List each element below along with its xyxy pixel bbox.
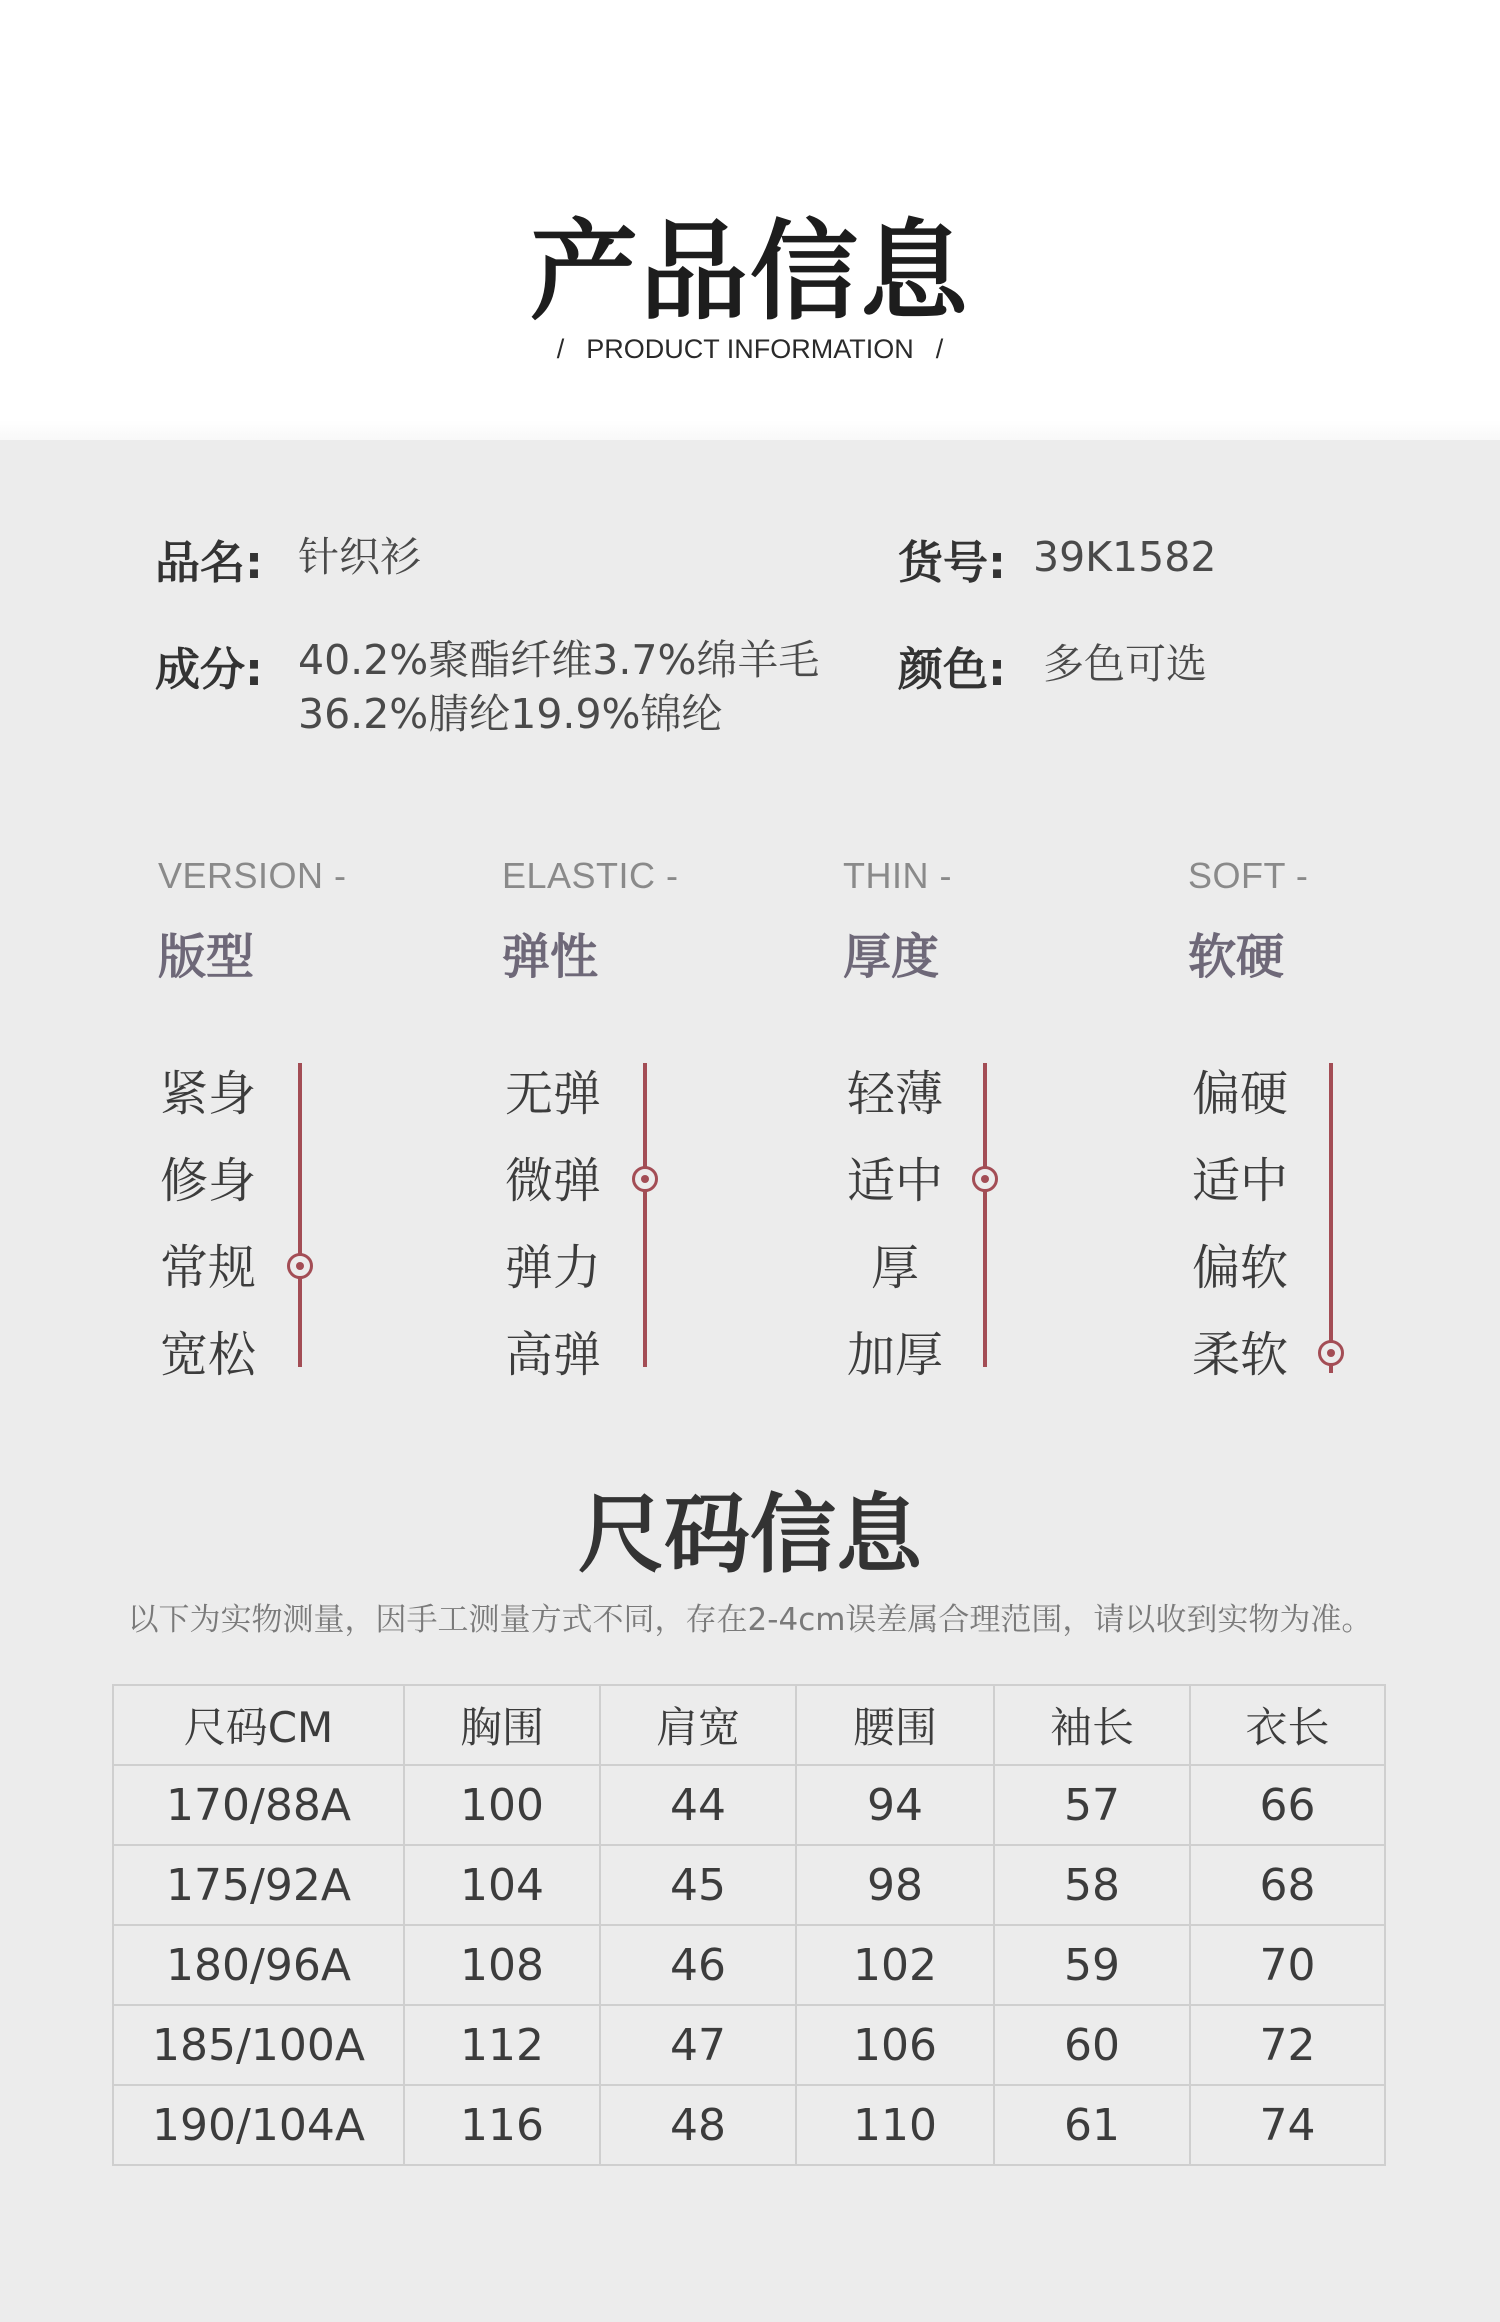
table-cell: 70 <box>1190 1925 1385 2005</box>
elastic-option: 无弹 <box>504 1066 601 1122</box>
table-row <box>113 2085 1385 2165</box>
table-row <box>113 1765 1385 1845</box>
table-cell: 185/100A <box>113 2005 404 2085</box>
table-cell: 112 <box>404 2005 600 2085</box>
table-cell: 94 <box>796 1765 994 1845</box>
table-cell: 72 <box>1190 2005 1385 2085</box>
table-cell: 104 <box>404 1845 600 1925</box>
table-cell: 180/96A <box>113 1925 404 2005</box>
measurement-note: 以下为实物测量，因手工测量方式不同，存在2-4cm误差属合理范围，请以收到实物为准。 <box>127 1602 1373 1638</box>
table-header-cell: 腰围 <box>796 1685 994 1765</box>
version-option: 紧身 <box>159 1066 256 1122</box>
page-subtitle <box>0 334 1500 365</box>
table-cell: 116 <box>404 2085 600 2165</box>
table-cell: 175/92A <box>113 1845 404 1925</box>
table-cell: 68 <box>1190 1845 1385 1925</box>
material-label: 成分: <box>155 643 263 696</box>
table-header-cell: 胸围 <box>404 1685 600 1765</box>
table-cell: 74 <box>1190 2085 1385 2165</box>
elastic-option: 微弹 <box>504 1153 601 1209</box>
table-cell: 110 <box>796 2085 994 2165</box>
elastic-selected-marker <box>632 1166 658 1192</box>
table-cell: 61 <box>994 2085 1190 2165</box>
table-header-row <box>113 1685 1385 1765</box>
table-cell: 108 <box>404 1925 600 2005</box>
table-cell: 59 <box>994 1925 1190 2005</box>
size-table-body <box>113 1685 1385 2165</box>
softness-selected-marker <box>1318 1340 1344 1366</box>
version-scale-line <box>298 1063 302 1367</box>
attr-soft-cn: 软硬 <box>1188 929 1285 985</box>
name-value: 针织衫 <box>298 533 421 581</box>
material-line-2: 36.2%腈纶19.9%锦纶 <box>298 690 723 738</box>
attr-thin-cn: 厚度 <box>843 929 940 985</box>
table-cell: 190/104A <box>113 2085 404 2165</box>
version-option: 宽松 <box>159 1327 256 1383</box>
table-cell: 44 <box>600 1765 796 1845</box>
table-header-cell: 衣长 <box>1190 1685 1385 1765</box>
color-value: 多色可选 <box>1043 640 1207 688</box>
sku-label: 货号: <box>898 536 1006 589</box>
size-section-title: 尺码信息 <box>578 1485 922 1585</box>
attr-elastic-cn: 弹性 <box>502 929 599 985</box>
subtitle-slash-right: / <box>935 334 944 364</box>
elastic-option: 高弹 <box>504 1327 601 1383</box>
attr-elastic-en: ELASTIC - <box>502 855 679 896</box>
softness-scale-line <box>1329 1063 1333 1373</box>
table-cell: 46 <box>600 1925 796 2005</box>
table-cell: 106 <box>796 2005 994 2085</box>
size-table <box>112 1684 1386 2166</box>
attr-soft-en: SOFT - <box>1188 855 1309 896</box>
table-cell: 100 <box>404 1765 600 1845</box>
attr-thin-en: THIN - <box>843 855 952 896</box>
page-title: 产品信息 <box>529 210 970 335</box>
sku-value: 39K1582 <box>1033 533 1217 581</box>
table-cell: 48 <box>600 2085 796 2165</box>
table-header-cell: 尺码CM <box>113 1685 404 1765</box>
color-label: 颜色: <box>898 643 1006 696</box>
thickness-selected-marker <box>972 1166 998 1192</box>
softness-option: 偏软 <box>1191 1240 1288 1296</box>
thickness-option: 加厚 <box>846 1327 943 1383</box>
softness-option: 偏硬 <box>1191 1066 1288 1122</box>
version-selected-marker <box>287 1253 313 1279</box>
thickness-option: 轻薄 <box>846 1066 943 1122</box>
table-cell: 170/88A <box>113 1765 404 1845</box>
version-option: 常规 <box>159 1240 256 1296</box>
thickness-scale-line <box>983 1063 987 1367</box>
elastic-option: 弹力 <box>504 1240 601 1296</box>
material-line-1: 40.2%聚酯纤维3.7%绵羊毛 <box>298 636 820 684</box>
table-cell: 58 <box>994 1845 1190 1925</box>
table-row <box>113 1845 1385 1925</box>
table-cell: 98 <box>796 1845 994 1925</box>
elastic-scale-line <box>643 1063 647 1367</box>
table-cell: 47 <box>600 2005 796 2085</box>
table-header-cell: 袖长 <box>994 1685 1190 1765</box>
thickness-option: 适中 <box>846 1153 943 1209</box>
subtitle-text: PRODUCT INFORMATION <box>586 334 914 364</box>
softness-option: 适中 <box>1191 1153 1288 1209</box>
thickness-option: 厚 <box>870 1240 919 1296</box>
name-label: 品名: <box>155 536 263 589</box>
table-cell: 102 <box>796 1925 994 2005</box>
table-cell: 66 <box>1190 1765 1385 1845</box>
attr-version-cn: 版型 <box>158 929 255 985</box>
table-header-cell: 肩宽 <box>600 1685 796 1765</box>
softness-option: 柔软 <box>1191 1327 1288 1383</box>
attr-version-en: VERSION - <box>158 855 347 896</box>
table-cell: 45 <box>600 1845 796 1925</box>
table-cell: 60 <box>994 2005 1190 2085</box>
version-option: 修身 <box>159 1153 256 1209</box>
table-row <box>113 1925 1385 2005</box>
subtitle-slash-left: / <box>556 334 565 364</box>
table-cell: 57 <box>994 1765 1190 1845</box>
table-row <box>113 2005 1385 2085</box>
